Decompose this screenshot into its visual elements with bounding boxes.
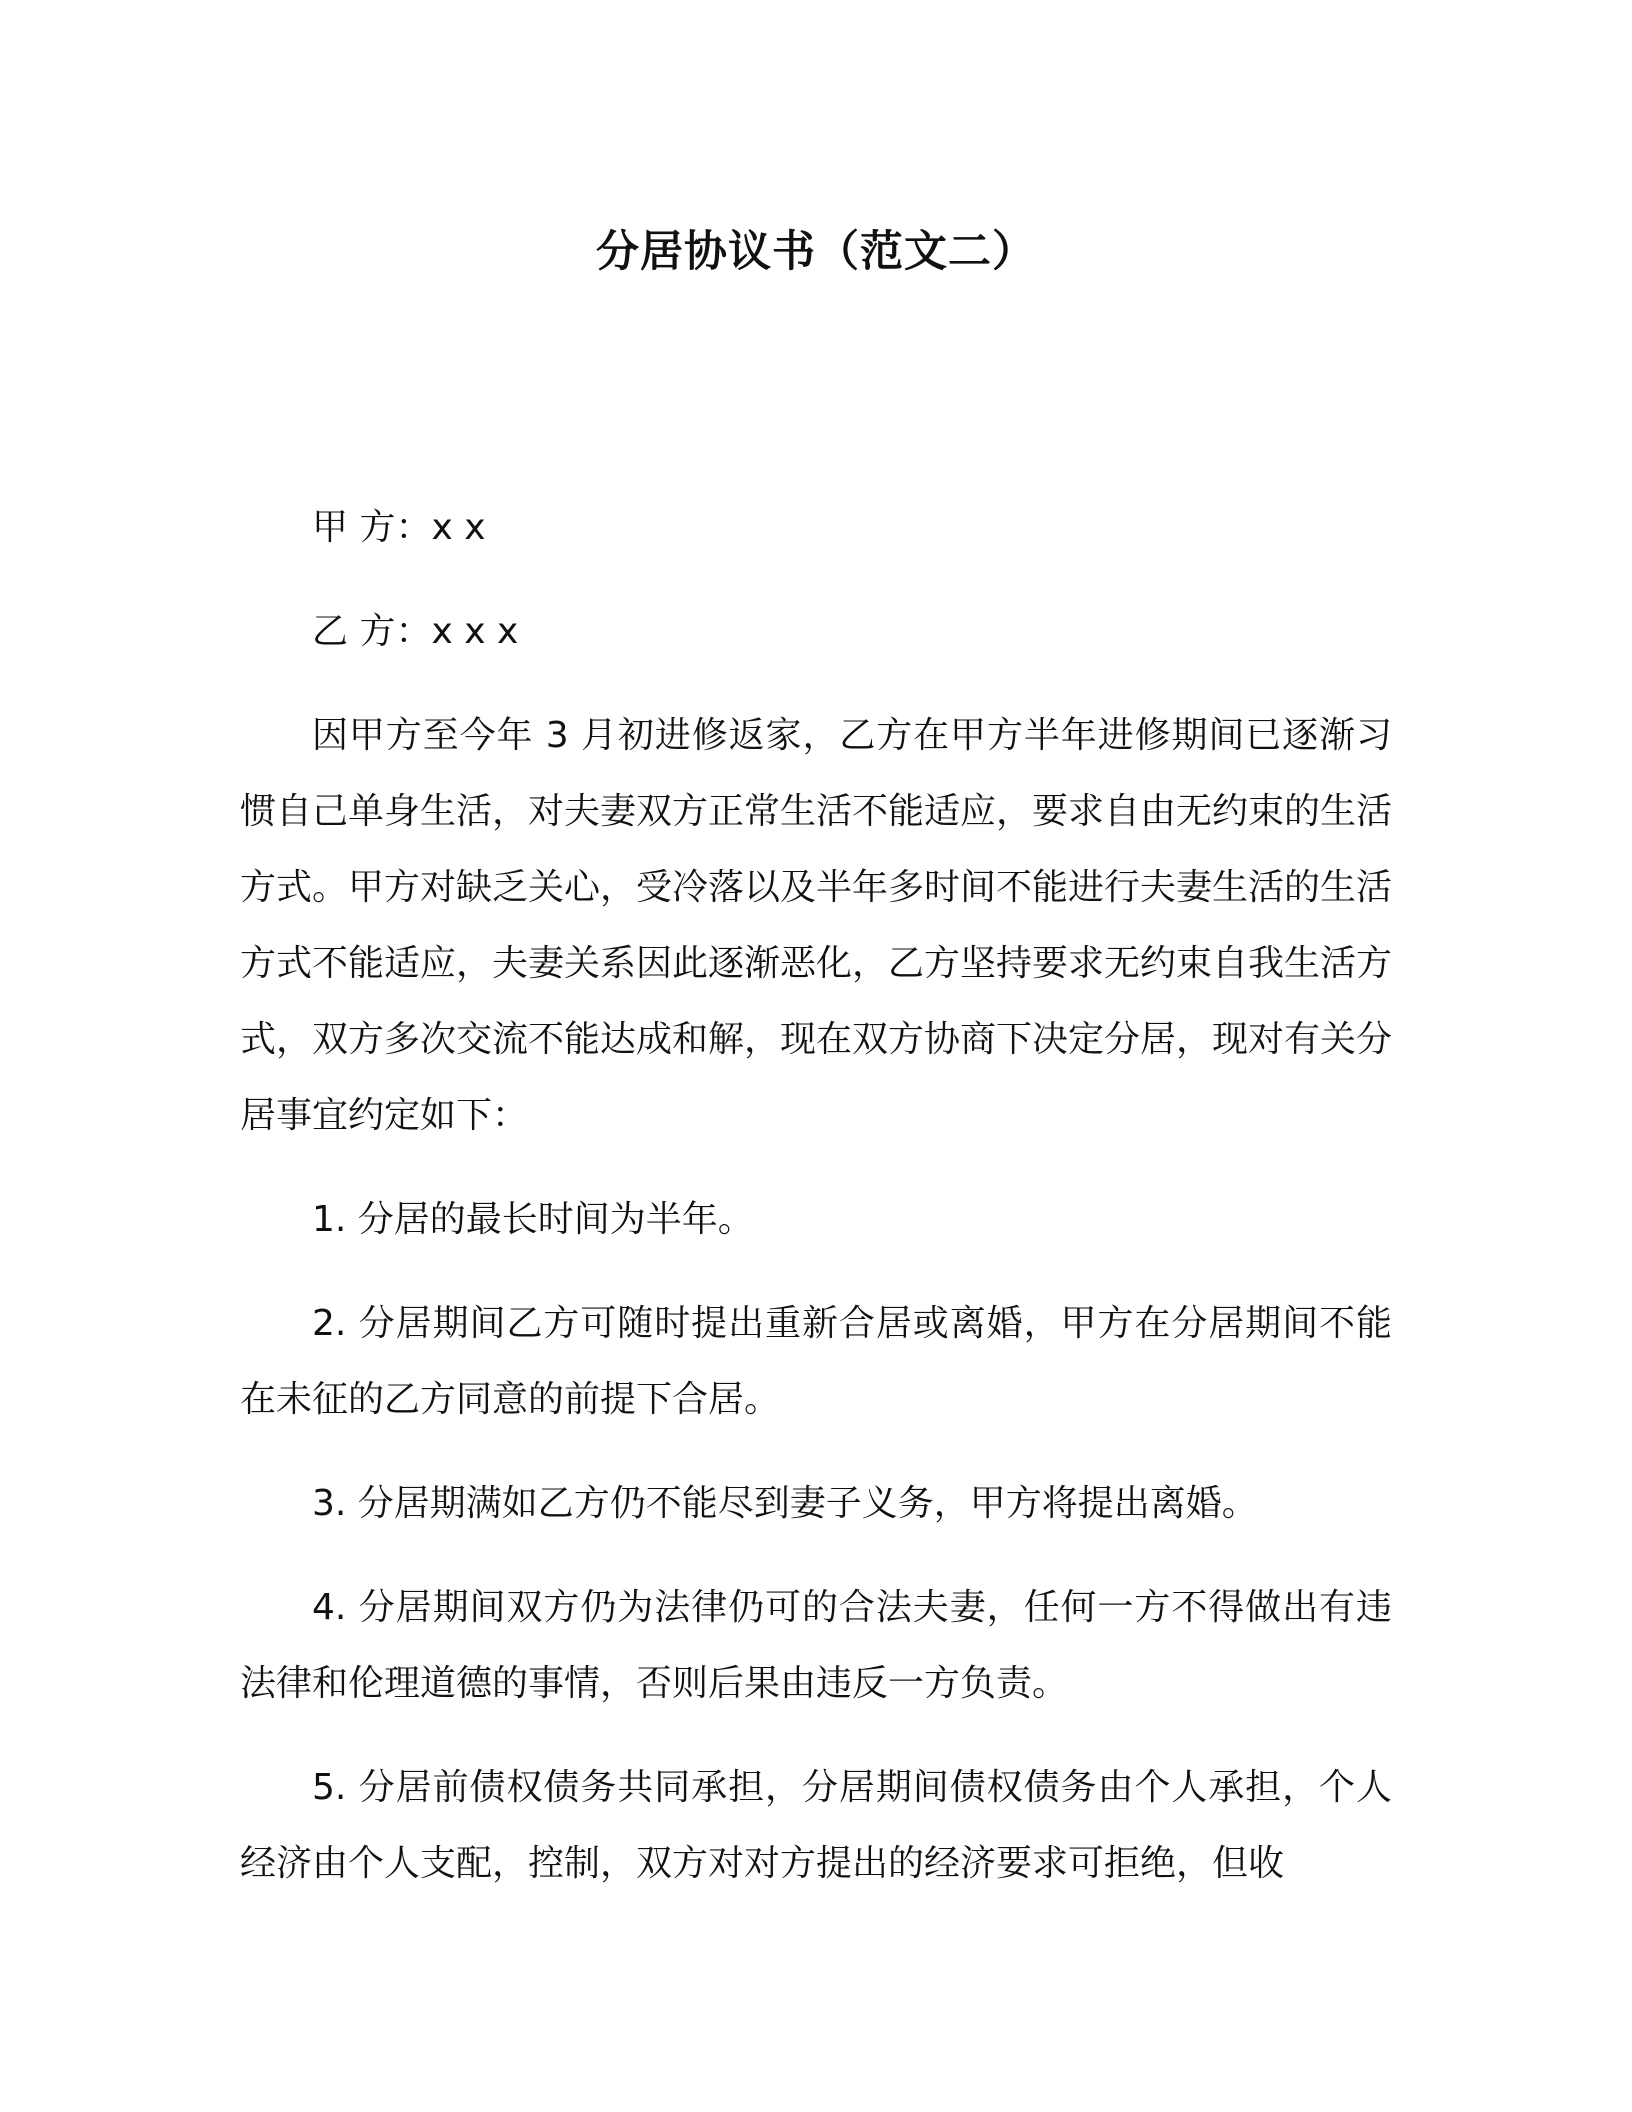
- clause-2: 2. 分居期间乙方可随时提出重新合居或离婚，甲方在分居期间不能在未征的乙方同意的前提下合居。: [240, 1303, 1392, 1420]
- clause-4: 4. 分居期间双方仍为法律仍可的合法夫妻，任何一方不得做出有违法律和伦理道德的事情，否则后果由违反一方负责。: [240, 1587, 1392, 1704]
- party-b-line: 乙 方：x x x: [312, 611, 519, 652]
- document-title: 分居协议书（范文二）: [596, 227, 1036, 277]
- document-body: [240, 490, 1392, 1930]
- clause-3: 3. 分居期满如乙方仍不能尽到妻子义务，甲方将提出离婚。: [312, 1483, 1258, 1524]
- intro-paragraph: 因甲方至今年 3 月初进修返家，乙方在甲方半年进修期间已逐渐习惯自己单身生活，对夫妻双方正常生活不能适应，要求自由无约束的生活方式。甲方对缺乏关心，受冷落以及半年多时间不能进行夫妻生活的生活方式不能适应，夫妻关系因此逐渐恶化，乙方坚持要求无约束自我生活方式，双方多次交流不能达成和解，现在双方协商下决定分居，现对有关分居事宜约定如下：: [240, 715, 1393, 1136]
- party-a-line: 甲 方：x x: [312, 507, 486, 548]
- clause-5: 5. 分居前债权债务共同承担，分居期间债权债务由个人承担，个人经济由个人支配，控制，双方对对方提出的经济要求可拒绝，但收: [240, 1767, 1392, 1884]
- clause-1: 1. 分居的最长时间为半年。: [312, 1199, 754, 1240]
